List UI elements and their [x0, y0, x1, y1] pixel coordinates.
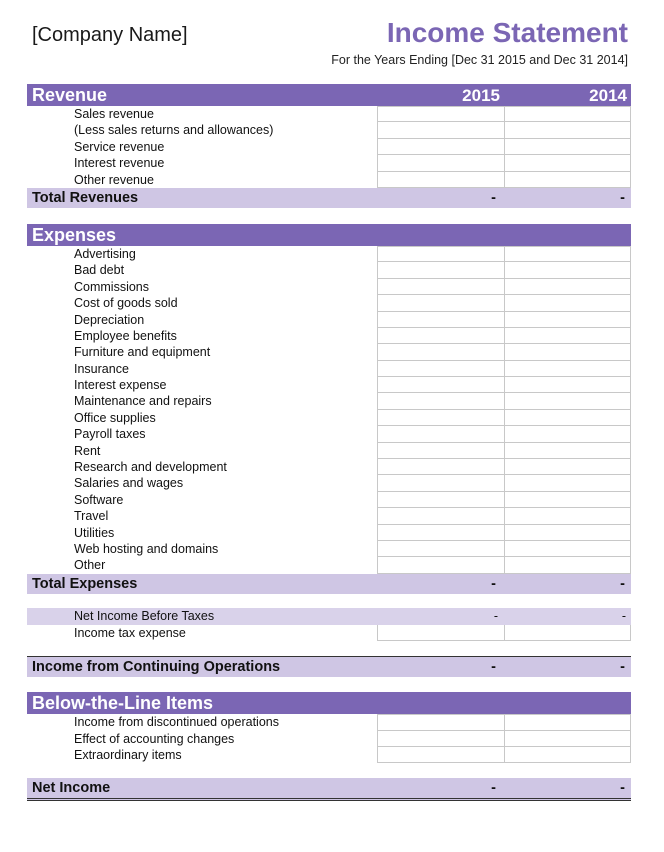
continuing-operations-label: Income from Continuing Operations	[32, 659, 281, 676]
service-revenue-2015-cell[interactable]	[377, 139, 504, 155]
insurance-2014-cell[interactable]	[504, 361, 631, 377]
line-item-income-from-discontinued-operations	[27, 714, 631, 730]
salaries-and-wages-2015-cell[interactable]	[377, 475, 504, 491]
line-item-label: Service revenue	[74, 139, 165, 154]
employee-benefits-2015-cell[interactable]	[377, 328, 504, 344]
sales-revenue-2015-cell[interactable]	[377, 106, 504, 122]
line-item-research-and-development	[27, 459, 631, 475]
salaries-and-wages-2014-cell[interactable]	[504, 475, 631, 491]
research-and-development-2015-cell[interactable]	[377, 459, 504, 475]
revenue-heading: Revenue	[32, 85, 108, 105]
interest-expense-2015-cell[interactable]	[377, 377, 504, 393]
expense-rows	[27, 246, 631, 574]
total-revenues-row	[27, 188, 631, 208]
line-item-maintenance-and-repairs	[27, 393, 631, 409]
advertising-2014-cell[interactable]	[504, 246, 631, 262]
year-2015-label: 2015	[462, 86, 500, 105]
software-2014-cell[interactable]	[504, 492, 631, 508]
expenses-header	[27, 224, 631, 246]
net-income-2015: -	[491, 780, 496, 797]
line-item-salaries-and-wages	[27, 475, 631, 491]
cost-of-goods-sold-2014-cell[interactable]	[504, 295, 631, 311]
continuing-operations-2014: -	[620, 659, 625, 676]
line-item-depreciation	[27, 312, 631, 328]
income-from-discontinued-operations-2014-cell[interactable]	[504, 714, 631, 730]
line-item-label: Payroll taxes	[74, 427, 146, 442]
less-sales-returns-and-allowances-2015-cell[interactable]	[377, 122, 504, 138]
total-expenses-2014: -	[620, 575, 625, 592]
office-supplies-2014-cell[interactable]	[504, 410, 631, 426]
line-item-label: Research and development	[74, 460, 227, 475]
line-item-label: Employee benefits	[74, 328, 177, 343]
total-revenues-2015: -	[491, 189, 496, 206]
total-revenues-label: Total Revenues	[32, 189, 139, 206]
line-item-sales-revenue	[27, 106, 631, 122]
net-income-row	[27, 778, 631, 801]
line-item-cost-of-goods-sold	[27, 295, 631, 311]
depreciation-2014-cell[interactable]	[504, 312, 631, 328]
line-item-office-supplies	[27, 410, 631, 426]
line-item-interest-expense	[27, 377, 631, 393]
rent-2014-cell[interactable]	[504, 443, 631, 459]
line-item-furniture-and-equipment	[27, 344, 631, 360]
income-from-discontinued-operations-2015-cell[interactable]	[377, 714, 504, 730]
cost-of-goods-sold-2015-cell[interactable]	[377, 295, 504, 311]
less-sales-returns-and-allowances-2014-cell[interactable]	[504, 122, 631, 138]
employee-benefits-2014-cell[interactable]	[504, 328, 631, 344]
line-item-label: Cost of goods sold	[74, 296, 178, 311]
line-item-label: Interest expense	[74, 378, 167, 393]
year-2014-label: 2014	[589, 86, 627, 105]
line-item-bad-debt	[27, 262, 631, 278]
bad-debt-2014-cell[interactable]	[504, 262, 631, 278]
below-line-rows	[27, 714, 631, 763]
rent-2015-cell[interactable]	[377, 443, 504, 459]
line-item-label: Effect of accounting changes	[74, 731, 235, 746]
line-item-label: Rent	[74, 443, 101, 458]
revenue-rows	[27, 106, 631, 188]
line-item-label: Utilities	[74, 525, 115, 540]
bad-debt-2015-cell[interactable]	[377, 262, 504, 278]
service-revenue-2014-cell[interactable]	[504, 139, 631, 155]
extraordinary-items-2014-cell[interactable]	[504, 747, 631, 763]
total-revenues-2014: -	[620, 189, 625, 206]
total-expenses-2015: -	[491, 575, 496, 592]
revenue-header	[27, 84, 631, 106]
sales-revenue-2014-cell[interactable]	[504, 106, 631, 122]
extraordinary-items-2015-cell[interactable]	[377, 747, 504, 763]
line-item-advertising	[27, 246, 631, 262]
line-item-software	[27, 492, 631, 508]
net-before-taxes-2014: -	[621, 608, 626, 623]
income-tax-label: Income tax expense	[74, 625, 186, 640]
line-item-other-revenue	[27, 172, 631, 188]
period-subtitle: For the Years Ending [Dec 31 2015 and Dec 31 2014]	[331, 53, 628, 67]
line-item-label: Salaries and wages	[74, 476, 184, 491]
line-item-utilities	[27, 525, 631, 541]
line-item-label: Advertising	[74, 246, 136, 261]
interest-revenue-2014-cell[interactable]	[504, 155, 631, 171]
furniture-and-equipment-2015-cell[interactable]	[377, 344, 504, 360]
travel-2015-cell[interactable]	[377, 508, 504, 524]
net-income-2014: -	[620, 780, 625, 797]
net-income-before-taxes-row	[27, 608, 631, 625]
payroll-taxes-2015-cell[interactable]	[377, 426, 504, 442]
income-statement-sheet	[27, 84, 631, 801]
expenses-heading: Expenses	[32, 224, 117, 245]
line-item-label: Depreciation	[74, 312, 145, 327]
line-item-label: Travel	[74, 509, 109, 524]
income-tax-row	[27, 625, 631, 641]
line-item-less-sales-returns-and-allowances	[27, 122, 631, 138]
line-item-rent	[27, 443, 631, 459]
other-revenue-2014-cell[interactable]	[504, 172, 631, 188]
maintenance-and-repairs-2015-cell[interactable]	[377, 393, 504, 409]
line-item-label: (Less sales returns and allowances)	[74, 123, 274, 138]
line-item-label: Income from discontinued operations	[74, 715, 279, 730]
net-income-label: Net Income	[32, 780, 111, 797]
other-revenue-2015-cell[interactable]	[377, 172, 504, 188]
payroll-taxes-2014-cell[interactable]	[504, 426, 631, 442]
software-2015-cell[interactable]	[377, 492, 504, 508]
other-2014-cell[interactable]	[504, 557, 631, 573]
net-before-taxes-label: Net Income Before Taxes	[74, 608, 215, 623]
effect-of-accounting-changes-2015-cell[interactable]	[377, 731, 504, 747]
depreciation-2015-cell[interactable]	[377, 312, 504, 328]
furniture-and-equipment-2014-cell[interactable]	[504, 344, 631, 360]
line-item-label: Software	[74, 492, 124, 507]
maintenance-and-repairs-2014-cell[interactable]	[504, 393, 631, 409]
line-item-service-revenue	[27, 139, 631, 155]
line-item-label: Furniture and equipment	[74, 345, 211, 360]
interest-expense-2014-cell[interactable]	[504, 377, 631, 393]
income-tax-2015-cell[interactable]	[377, 625, 504, 641]
line-item-effect-of-accounting-changes	[27, 731, 631, 747]
total-expenses-row	[27, 574, 631, 594]
office-supplies-2015-cell[interactable]	[377, 410, 504, 426]
total-expenses-label: Total Expenses	[32, 575, 138, 592]
line-item-label: Commissions	[74, 279, 150, 294]
commissions-2014-cell[interactable]	[504, 279, 631, 295]
line-item-employee-benefits	[27, 328, 631, 344]
line-item-insurance	[27, 361, 631, 377]
line-item-payroll-taxes	[27, 426, 631, 442]
line-item-other	[27, 557, 631, 573]
continuing-operations-2015: -	[491, 659, 496, 676]
advertising-2015-cell[interactable]	[377, 246, 504, 262]
page-title: Income Statement	[386, 17, 628, 48]
web-hosting-and-domains-2015-cell[interactable]	[377, 541, 504, 557]
line-item-label: Other revenue	[74, 172, 154, 187]
insurance-2015-cell[interactable]	[377, 361, 504, 377]
net-before-taxes-2015: -	[493, 608, 498, 623]
research-and-development-2014-cell[interactable]	[504, 459, 631, 475]
line-item-commissions	[27, 279, 631, 295]
line-item-travel	[27, 508, 631, 524]
interest-revenue-2015-cell[interactable]	[377, 155, 504, 171]
below-line-header	[27, 692, 631, 714]
utilities-2015-cell[interactable]	[377, 525, 504, 541]
line-item-interest-revenue	[27, 155, 631, 171]
line-item-label: Office supplies	[74, 410, 156, 425]
line-item-label: Sales revenue	[74, 107, 154, 121]
continuing-operations-row	[27, 656, 631, 677]
company-name: [Company Name]	[32, 24, 188, 46]
travel-2014-cell[interactable]	[504, 508, 631, 524]
line-item-extraordinary-items	[27, 747, 631, 763]
line-item-label: Maintenance and repairs	[74, 394, 212, 409]
other-2015-cell[interactable]	[377, 557, 504, 573]
utilities-2014-cell[interactable]	[504, 525, 631, 541]
line-item-web-hosting-and-domains	[27, 541, 631, 557]
line-item-label: Bad debt	[74, 263, 125, 278]
line-item-label: Extraordinary items	[74, 747, 182, 762]
effect-of-accounting-changes-2014-cell[interactable]	[504, 731, 631, 747]
commissions-2015-cell[interactable]	[377, 279, 504, 295]
line-item-label: Web hosting and domains	[74, 541, 219, 556]
line-item-label: Insurance	[74, 361, 129, 376]
web-hosting-and-domains-2014-cell[interactable]	[504, 541, 631, 557]
below-line-heading: Below-the-Line Items	[32, 693, 214, 714]
line-item-label: Other	[74, 558, 106, 573]
income-tax-2014-cell[interactable]	[504, 625, 631, 641]
line-item-label: Interest revenue	[74, 156, 165, 171]
